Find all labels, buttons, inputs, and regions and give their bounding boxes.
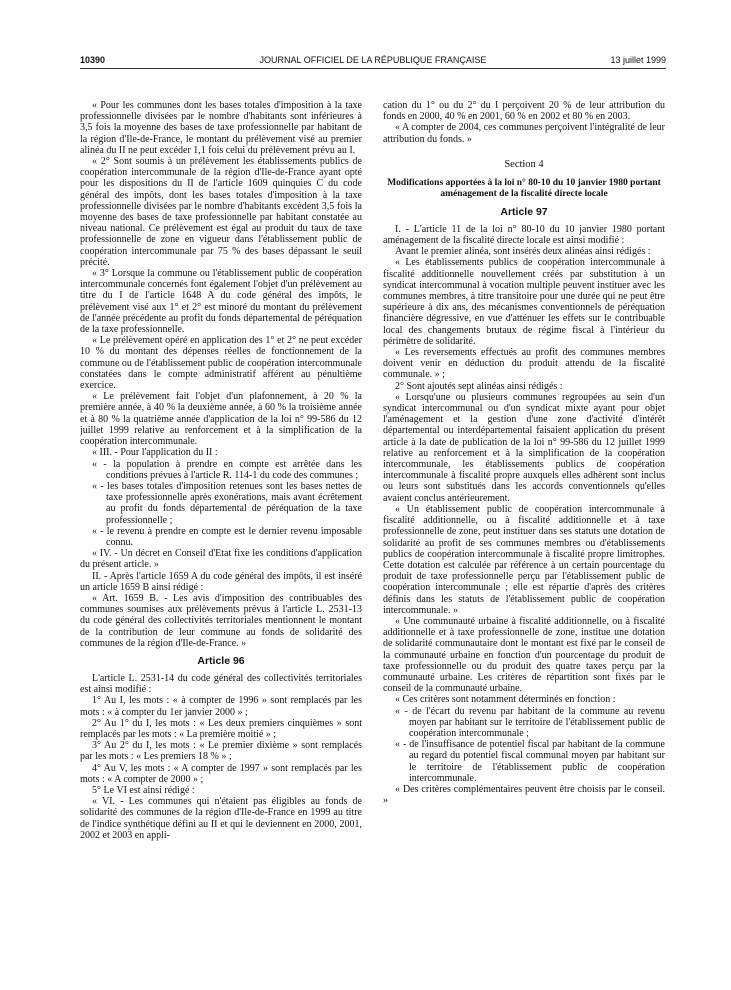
left-column <box>80 100 362 960</box>
criteria-list <box>383 706 665 784</box>
list-item: « - les bases totales d'imposition retenues sont les bases nettes de taxe professionnelle après exonérations, mais avant écrêtement au profit du fonds départemental de péréquation de la taxe professionnelle ; <box>92 480 362 526</box>
right-paragraphs-c <box>383 784 665 806</box>
list-item: « - la population à prendre en compte est arrêtée dans les conditions prévues à l'article R. 114-1 du code des communes ; <box>92 458 362 481</box>
paragraph: I. - L'article 11 de la loi n° 80-10 du 10 janvier 1980 portant aménagement de la fiscalité directe locale est ainsi modifié : <box>383 223 665 247</box>
paragraph: Avant le premier alinéa, sont insérés deux alinéas ainsi rédigés : <box>395 246 651 258</box>
issue-date: 13 juillet 1999 <box>610 55 666 65</box>
right-paragraphs-a <box>383 100 665 145</box>
left-paragraphs-c <box>80 673 362 841</box>
paragraph: 2° Au 1° du I, les mots : « Les deux premiers cinquièmes » sont remplacés par les mots : « La première moitié » ; <box>80 717 362 740</box>
left-paragraphs-a <box>80 100 362 459</box>
journal-title: JOURNAL OFFICIEL DE LA RÉPUBLIQUE FRANÇAISE <box>259 55 487 65</box>
article-96-heading: Article 96 <box>197 654 245 667</box>
paragraph: « III. - Pour l'application du II : <box>92 447 218 459</box>
paragraph: 2° Sont ajoutés sept alinéas ainsi rédigés : <box>395 380 563 392</box>
right-paragraphs-b <box>383 224 665 706</box>
paragraph: 5° Le VI est ainsi rédigé : <box>92 784 195 796</box>
paragraph: « VI. - Les communes qui n'étaient pas éligibles au fonds de solidarité des communes de la région d'Ile-de-France en 1999 au titre de l'indice synthétique défini au II et qui le deviennent en 2000, 2001, 2002 et 2003 en appli- <box>80 796 362 841</box>
paragraph: « A compter de 2004, ces communes perçoivent l'intégralité de leur attribution du fonds. » <box>383 122 665 145</box>
paragraph: II. - Après l'article 1659 A du code général des impôts, il est inséré un article 1659 B ainsi rédigé : <box>80 570 362 593</box>
paragraph: « Les reversements effectués au profit des communes membres doivent venir en déduction du produit attendu de la fiscalité communale. » ; <box>383 347 665 381</box>
paragraph: « 3° Lorsque la commune ou l'établissement public de coopération intercommunale concernés font également l'objet d'un prélèvement au titre du I de l'article 1648 A du code général des impôts, le prélèvement visé aux 1° et 2° est minoré du montant du prélèvement de l'année précédente au profit du fonds départemental de péréquation de la taxe professionnelle. <box>80 268 362 336</box>
paragraph: 4° Au V, les mots : « A compter de 1997 » sont remplacés par les mots : « A compter de 2000 » ; <box>80 762 362 785</box>
paragraph: « Pour les communes dont les bases totales d'imposition à la taxe professionnelle divisées par le nombre d'habitants sont inférieures à 3,5 fois la moyenne des bases de taxe professionnelle par habitant de la région d'Ile-de-France, le montant du prélèvement visé au premier alinéa du II ne peut excéder 1,1 fois celui du prélèvement prévu au I. <box>80 100 362 156</box>
right-column <box>383 100 665 960</box>
header-rule <box>80 68 666 69</box>
paragraph: « Une communauté urbaine à fiscalité additionnelle, ou à fiscalité additionnelle et à taxe professionnelle de zone, institue une dotation de solidarité communautaire dont le montant est fixé par le conseil de la communauté urbaine en fonction d'un pourcentage du produit de taxe professionnelle ou du produit des quatre taxes perçu par la communauté urbaine. Les critères de répartition sont fixés par le conseil de la communauté urbaine. <box>383 615 665 695</box>
paragraph: « Ces critères sont notamment déterminés en fonction : <box>395 694 616 706</box>
paragraph: « Le prélèvement fait l'objet d'un plafonnement, à 20 % la première année, à 40 % la deuxième année, à 60 % la troisième année et à 80 % la quatrième année d'application de la loi n° 99-586 du 12 juillet 1999 relative au renforcement et à la simplification de la coopération intercommunale. <box>80 391 362 448</box>
article-97-heading: Article 97 <box>500 205 548 218</box>
paragraph: « Des critères complémentaires peuvent être choisis par le conseil. » <box>383 783 665 807</box>
paragraph: « Les établissements publics de coopération intercommunale à fiscalité additionnelle nouvellement créés par substitution à un syndicat intercommunal à vocation multiple peuvent instituer avec les communes membres, à titre transitoire pour une durée qui ne peut être supérieure à dix ans, des mécanismes conventionnels de péréquation financière dégressive, en vue d'atténuer les effets sur le contribuable local des changements brutaux de régime fiscal à l'intérieur du périmètre de solidarité. <box>383 257 665 347</box>
paragraph: « Lorsqu'une ou plusieurs communes regroupées au sein d'un syndicat intercommunal ou d'un syndicat mixte ayant pour objet l'aménagement et la gestion d'une zone d'activité d'intérêt départemental ou interdépartemental faisaient application du présent article à la date de publication de la loi n° 99-586 du 12 juillet 1999 relative au renforcement et à la simplification de la coopération intercommunale, les établissements publics de coopération intercommunale à fiscalité propre auxquels elles adhèrent sont inclus ou leurs sont substitués dans les accords conventionnels qu'elles avaient conclus antérieurement. <box>383 391 665 504</box>
paragraph: 1° Au I, les mots : « à compter de 1996 » sont remplacés par les mots : « à compter du 1er janvier 2000 » ; <box>80 695 362 718</box>
list-item: « - le revenu à prendre en compte est le dernier revenu imposable connu. <box>92 525 362 548</box>
paragraph: 3° Au 2° du I, les mots : « Le premier dixième » sont remplacés par les mots : « Les premiers 18 % » ; <box>80 740 362 763</box>
paragraph: cation du 1° ou du 2° du I perçoivent 20 % de leur attribution du fonds en 2000, 40 % en 2001, 60 % en 2002 et 80 % en 2003. <box>383 100 665 123</box>
paragraph: « Le prélèvement opéré en application des 1° et 2° ne peut excéder 10 % du montant des dépenses réelles de fonctionnement de la commune ou de l'établissement public de coopération intercommunale constatées dans le compte administratif afférent au pénultième exercice. <box>80 335 362 392</box>
paragraph: « Art. 1659 B. - Les avis d'imposition des contribuables des communes soumises aux prélèvements prévus à l'article L. 2531-13 du code général des collectivités territoriales mentionnent le montant de la contribution de leur commune au fonds de solidarité des communes de la région d'Ile-de-France. » <box>80 592 362 649</box>
running-header <box>80 55 666 69</box>
paragraph: « 2° Sont soumis à un prélèvement les établissements publics de coopération intercommunale de la région d'Ile-de-France ayant opté pour les dispositions du II de l'article 1609 quinquies C du code général des impôts, dont les bases totales d'imposition à la taxe professionnelle divisées par le nombre d'habitants excèdent 3,5 fois la moyenne des bases de taxe professionnelle par habitant constatée au niveau national. Ce prélèvement est égal au produit du taux de taxe professionnelle de zone en vigueur dans l'établissement public de coopération intercommunale par 75 % des bases dépassant le seuil précité. <box>80 156 362 268</box>
section-subheading: Modifications apportées à la loi n° 80-10 du 10 janvier 1980 portant aménagement de la fiscalité directe locale <box>387 177 661 199</box>
paragraph: « IV. - Un décret en Conseil d'Etat fixe les conditions d'application du présent article. » <box>80 548 362 571</box>
paragraph: L'article L. 2531-14 du code général des collectivités territoriales est ainsi modifié : <box>80 672 362 696</box>
page-number: 10390 <box>80 55 106 65</box>
left-paragraphs-b <box>80 548 362 649</box>
application-conditions-list <box>80 459 362 549</box>
list-item: « - de l'insuffisance de potentiel fiscal par habitant de la commune au regard du potentiel fiscal communal moyen par habitant sur le territoire de l'établissement public de coopération intercommunale. <box>395 739 665 784</box>
section-heading: Section 4 <box>504 158 544 170</box>
paragraph: « Un établissement public de coopération intercommunale à fiscalité additionnelle, ou à fiscalité additionnelle et à taxe professionnelle de zone, peut instituer dans ses statuts une dotation de solidarité au profit de ses communes membres ou d'établissements publics de coopération intercommunale à fiscalité propre limitrophes. Cette dotation est calculée par référence à un certain pourcentage du produit de taxe professionnelle perçu par l'établissement public de coopération intercommunale ; elle est répartie d'après des critères définis dans les statuts de l'établissement public de coopération intercommunale. » <box>383 503 665 616</box>
list-item: « - de l'écart du revenu par habitant de la commune au revenu moyen par habitant sur le territoire de l'établissement public de coopération intercommunale ; <box>395 705 665 739</box>
